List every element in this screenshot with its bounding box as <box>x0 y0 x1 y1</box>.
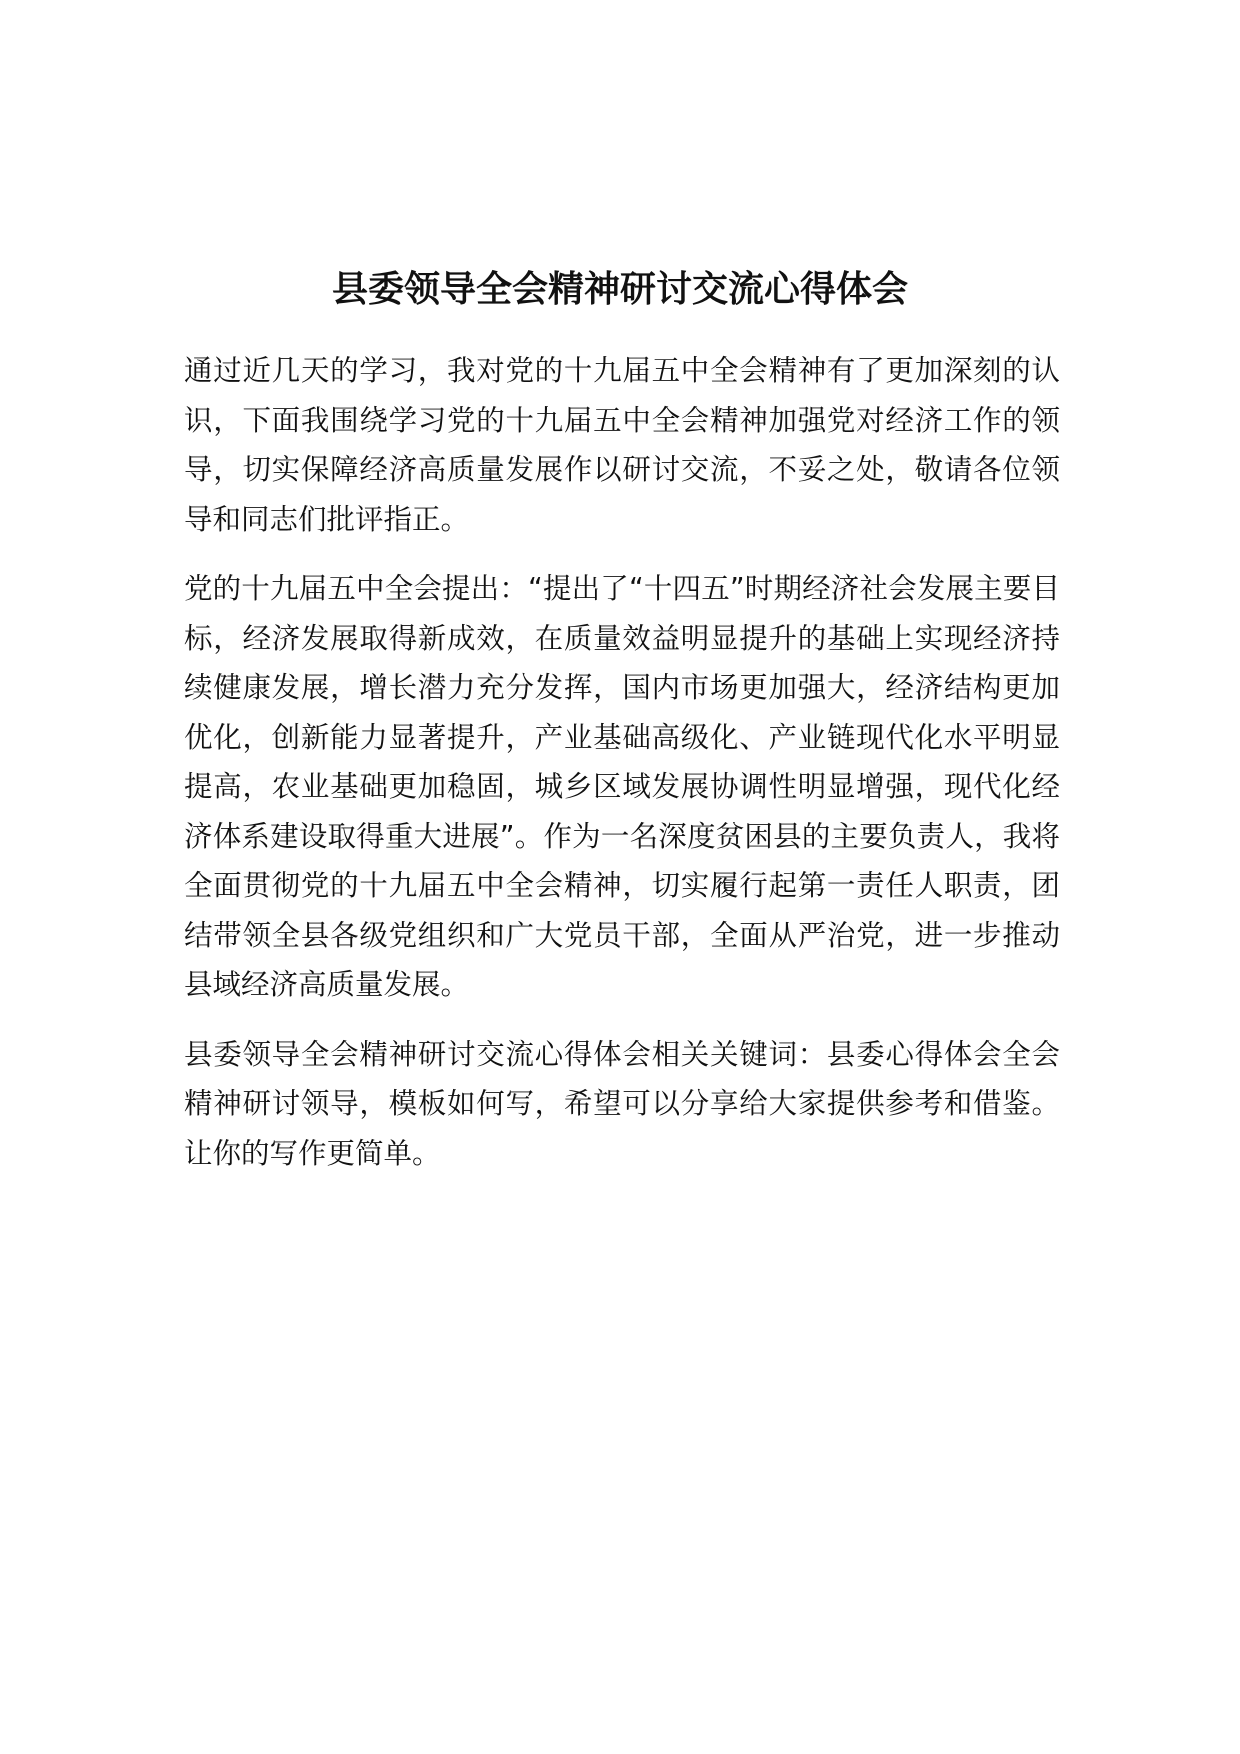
paragraph-intro: 通过近几天的学习，我对党的十九届五中全会精神有了更加深刻的认识，下面我围绕学习党的十九届五中全会精神加强党对经济工作的领导，切实保障经济高质量发展作以研讨交流，不妥之处，敬请各位领导和同志们批评指正。 <box>184 354 1060 536</box>
paragraph-keywords: 县委领导全会精神研讨交流心得体会相关关键词：县委心得体会全会精神研讨领导，模板如何写，希望可以分享给大家提供参考和借鉴。让你的写作更简单。 <box>184 1037 1060 1170</box>
document-title: 县委领导全会精神研讨交流心得体会 <box>331 269 908 310</box>
document-body <box>184 346 1060 1178</box>
paragraph-main: 党的十九届五中全会提出：“提出了“十四五”时期经济社会发展主要目标，经济发展取得新成效，在质量效益明显提升的基础上实现经济持续健康发展，增长潜力充分发挥，国内市场更加强大，经济结构更加优化，创新能力显著提升，产业基础高级化、产业链现代化水平明显提高，农业基础更加稳固，城乡区域发展协调性明显增强，现代化经济体系建设取得重大进展”。作为一名深度贫困县的主要负责人，我将全面贯彻党的十九届五中全会精神，切实履行起第一责任人职责，团结带领全县各级党组织和广大党员干部，全面从严治党，进一步推动县域经济高质量发展。 <box>184 572 1060 1001</box>
